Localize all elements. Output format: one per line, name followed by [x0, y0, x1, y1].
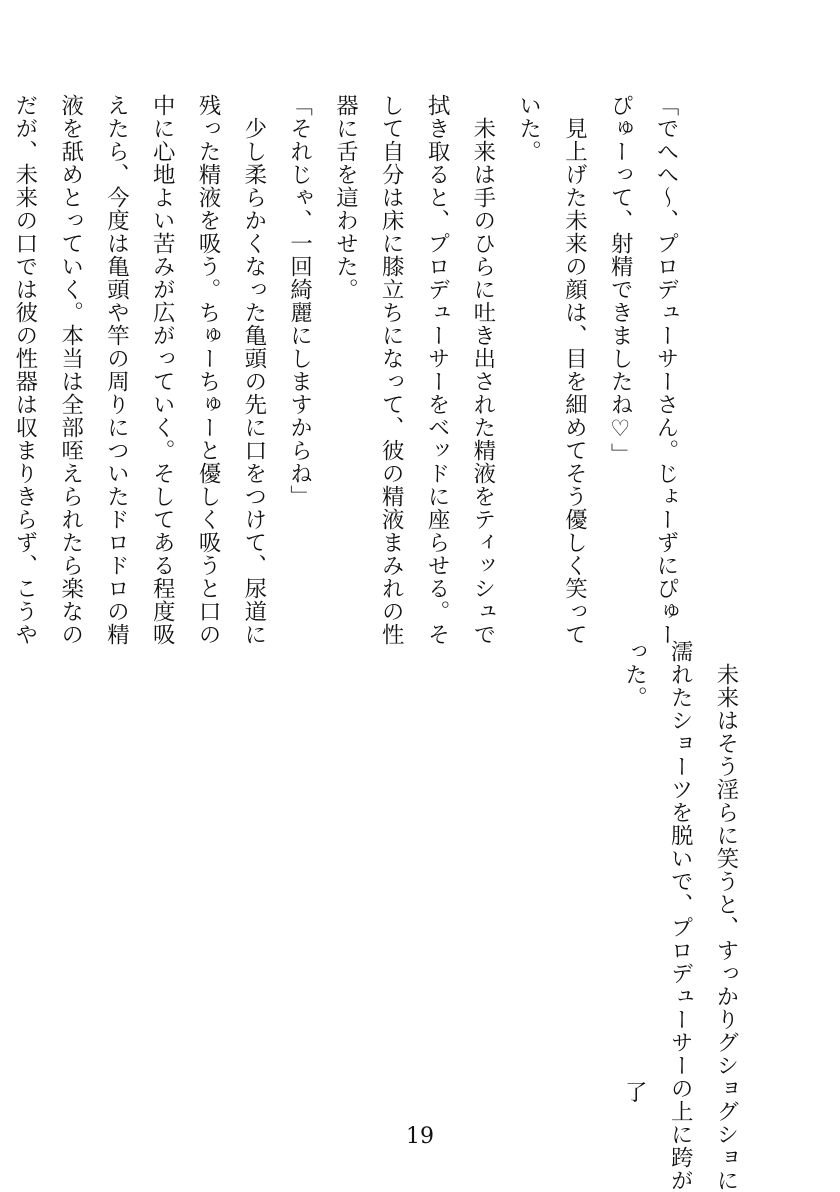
body-text-upper: 「でへへ〜、プロデューサーさん。じょーずにぴゅー ぴゅーって、射精できましたね♡」 見上げた未来の顔は、目を細めてそう優しく笑って いた。 未来は手のひらに吐き出された精液をティッシュで 拭き取ると、プロデューサーをベッドに座らせる。そ して自分は床に膝立ちになって、彼の精液まみれの性 器に舌を這わせた。 「それじゃ、一回綺麗にしますからね」 少し柔らかくなった亀頭の先に口をつけて、尿道に 残った精液を吸う。ちゅーちゅーと優しく吸うと口の 中に心地よい苦みが広がっていく。そしてある程度吸 えたら、今度は亀頭や竿の周りについたドロドロの精 液を舐めとっていく。本当は全部咥えられたら楽なの だが、未来の口では彼の性器は収まりきらず、こうや — [11, 94, 679, 646]
end-mark: 了 — [625, 1080, 648, 1106]
body-text-lower: 未来はそう淫らに笑うと、すっかりグショグショに 濡れたショーツを脱いで、プロデューサーの上に跨が った。 — [621, 640, 739, 1192]
page-number: 19 — [406, 1124, 434, 1149]
